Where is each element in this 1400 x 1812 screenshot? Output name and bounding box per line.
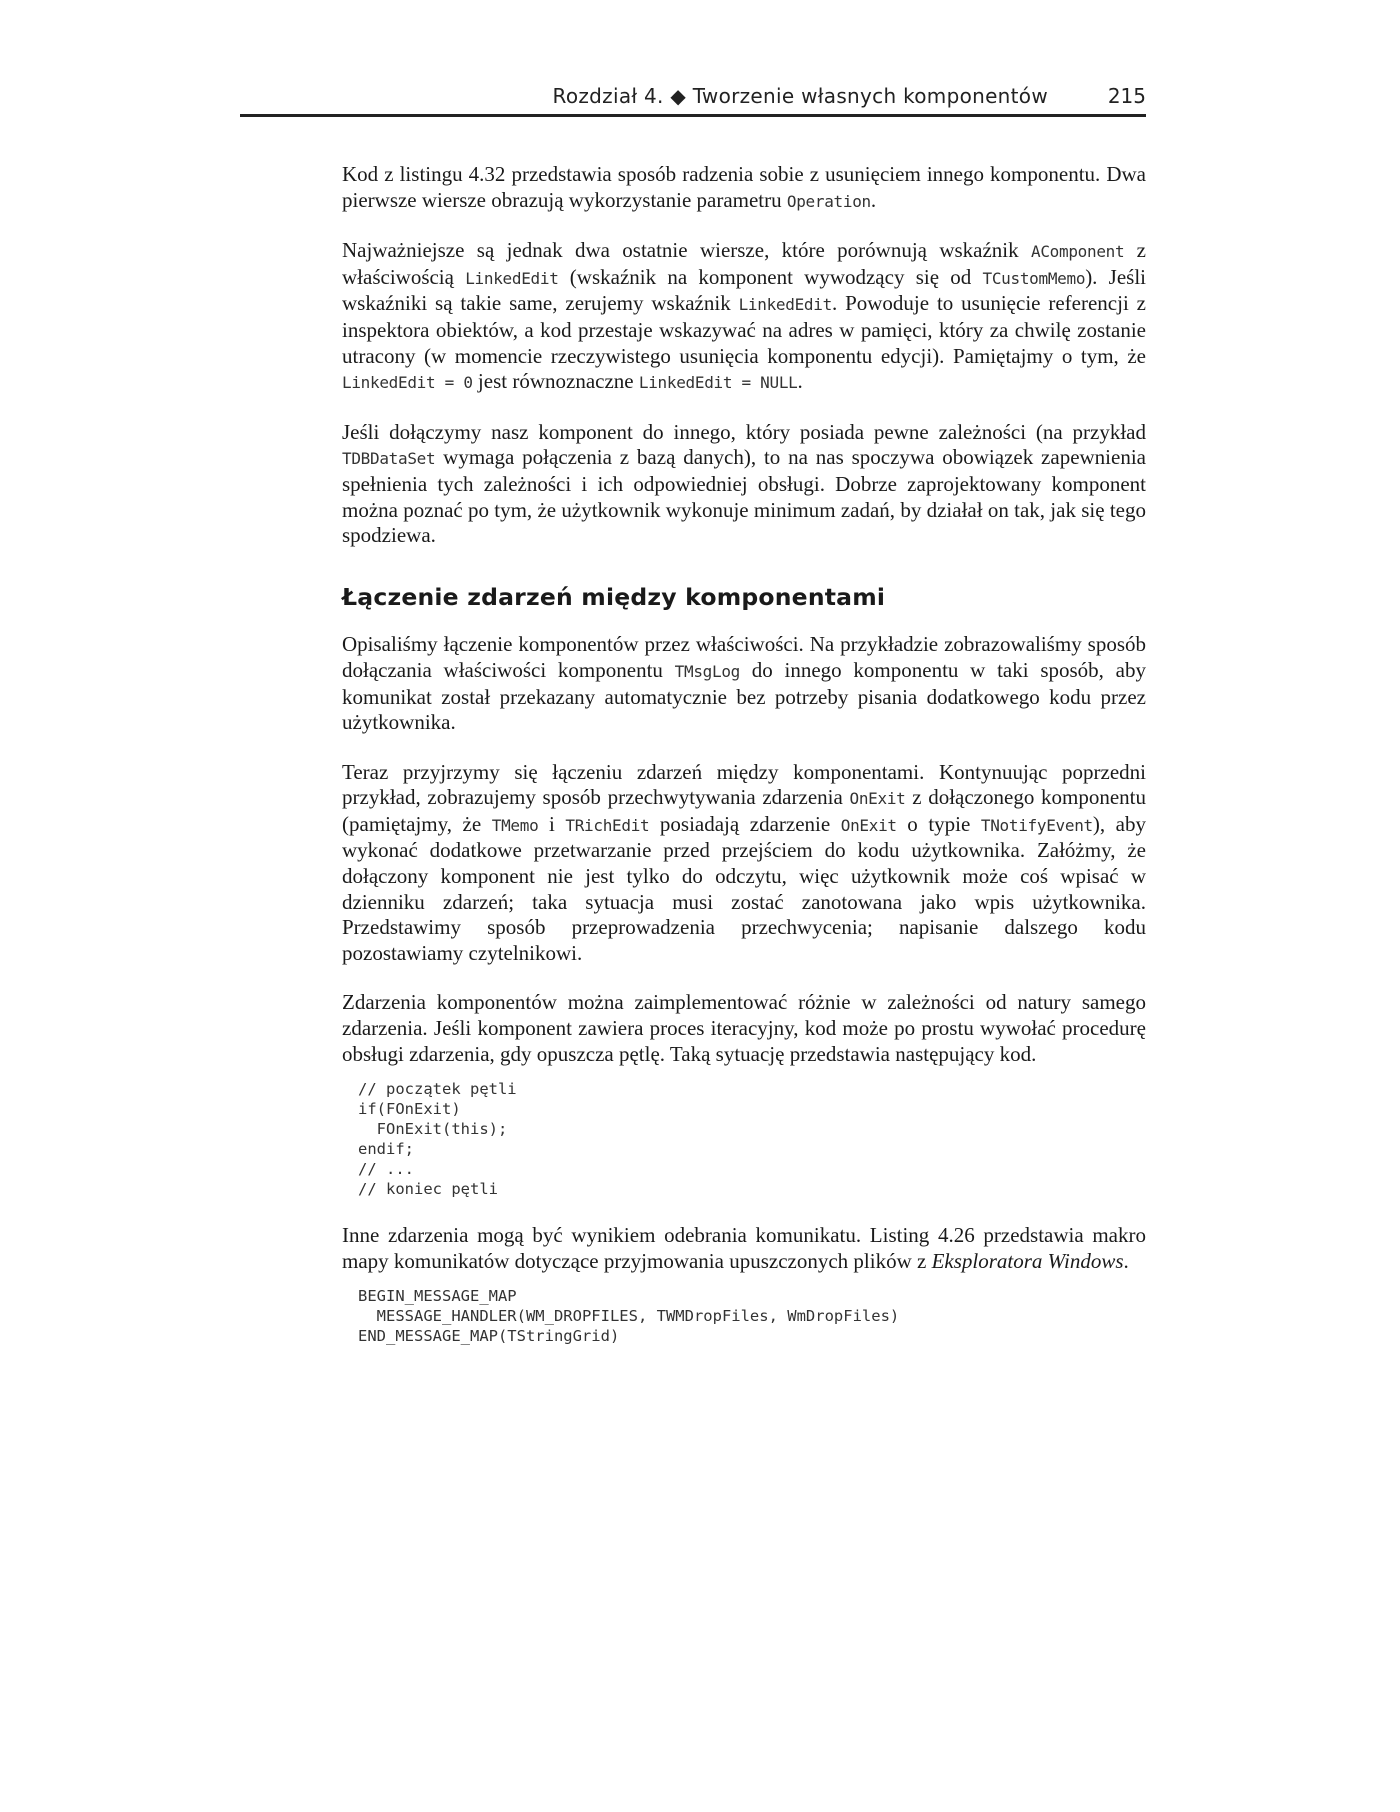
code-line: BEGIN_MESSAGE_MAP	[358, 1287, 517, 1306]
inline-code: TRichEdit	[565, 815, 650, 835]
code-listing-1	[358, 1079, 1146, 1199]
text: ), aby wykonać dodatkowe przetwarzanie przed przejściem do kodu użytkownika. Załóżmy, że dołączony komponent nie jest tylko do odczytu, więc użytkownik może coś wpisać w dzienniku zdarzeń; taka sytuacja musi zostać zanotowana jako wpis użytkownika. Przedstawimy sposób przeprowadzenia przechwycenia; napisanie dalszego kodu pozostawiamy czytelnikowi.	[342, 811, 1146, 965]
inline-code: LinkedEdit = 0	[342, 373, 473, 393]
text: o typie	[896, 811, 981, 836]
inline-code: Operation	[786, 191, 871, 211]
paragraph-2	[342, 238, 1146, 396]
inline-code: TNotifyEvent	[980, 815, 1093, 835]
paragraph-5	[342, 760, 1146, 967]
inline-code: TMsgLog	[674, 661, 741, 681]
code-line: if(FOnExit)	[358, 1100, 461, 1119]
text: posiadają zdarzenie	[649, 811, 841, 836]
paragraph-7	[342, 1223, 1146, 1274]
paragraph-4	[342, 632, 1146, 735]
text: jest równoznaczne	[472, 369, 639, 394]
page-body	[342, 162, 1146, 1370]
emphasis-text: Eksploratora Windows	[931, 1248, 1124, 1273]
text: .	[797, 369, 803, 394]
inline-code: TMemo	[491, 815, 539, 835]
inline-code: TDBDataSet	[342, 449, 436, 469]
code-line: endif;	[358, 1140, 414, 1159]
code-line: FOnExit(this);	[358, 1120, 508, 1139]
inline-code: LinkedEdit	[465, 268, 559, 288]
inline-code: OnExit	[840, 815, 897, 835]
header-rule	[240, 114, 1146, 117]
running-header	[240, 84, 1146, 116]
text: i	[538, 811, 566, 836]
text: Najważniejsze są jednak dwa ostatnie wiersze, które porównują wskaźnik	[342, 238, 1031, 263]
text: z dołączonego komponentu (pamiętajmy, że	[342, 785, 1146, 836]
inline-code: AComponent	[1030, 242, 1125, 262]
text: Jeśli dołączymy nasz komponent do innego, który posiada pewne zależności (na przykład	[342, 419, 1146, 444]
code-line: // początek pętli	[358, 1080, 517, 1099]
code-line: END_MESSAGE_MAP(TStringGrid)	[358, 1327, 620, 1346]
text: (wskaźnik na komponent wywodzący się od	[558, 264, 983, 289]
inline-code: OnExit	[849, 789, 906, 809]
text: Zdarzenia komponentów można zaimplementować różnie w zależności od natury samego zdarzenia. Jeśli komponent zawiera proces iteracyjny, kod może po prostu wywołać procedurę obsługi zdarzenia, gdy opuszcza pętlę. Taką sytuację przedstawia następujący kod.	[342, 990, 1146, 1066]
page-number: 215	[1107, 84, 1146, 108]
text: Kod z listingu 4.32 przedstawia sposób radzenia sobie z usunięciem innego komponentu. Dwa pierwsze wiersze obrazują wykorzystanie parametru	[342, 162, 1146, 212]
paragraph-6	[342, 990, 1146, 1067]
code-line: // ...	[358, 1160, 414, 1179]
section-heading: Łączenie zdarzeń między komponentami	[342, 582, 886, 611]
code-line: // koniec pętli	[358, 1180, 498, 1199]
chapter-title: Rozdział 4. ◆ Tworzenie własnych komponentów	[552, 84, 1048, 108]
text: Teraz przyjrzymy się łączeniu zdarzeń między komponentami. Kontynuując poprzedni przykład, zobrazujemy sposób przechwytywania zdarzenia	[342, 759, 1146, 810]
text: .	[1123, 1248, 1129, 1273]
code-listing-2	[358, 1286, 1146, 1346]
text: .	[870, 187, 877, 212]
text: ). Jeśli wskaźniki są takie same, zerujemy wskaźnik	[342, 264, 1147, 316]
code-line: MESSAGE_HANDLER(WM_DROPFILES, TWMDropFiles, WmDropFiles)	[358, 1307, 900, 1326]
text: Inne zdarzenia mogą być wynikiem odebrania komunikatu. Listing 4.26 przedstawia makro mapy komunikatów dotyczące przyjmowania upuszczonych plików z	[342, 1223, 1146, 1273]
text: do innego komponentu w taki sposób, aby komunikat został przekazany automatycznie bez potrzeby pisania dodatkowego kodu przez użytkownika.	[342, 657, 1147, 735]
inline-code: LinkedEdit = NULL	[638, 373, 798, 393]
text: wymaga połączenia z bazą danych), to na nas spoczywa obowiązek zapewnienia spełnienia tych zależności i ich odpowiedniej obsługi. Dobrze zaprojektowany komponent można poznać po tym, że użytkownik wykonuje minimum zadań, by działał on tak, jak się tego spodziewa.	[342, 445, 1146, 548]
inline-code: TCustomMemo	[982, 268, 1086, 288]
text: . Powoduje to usunięcie referencji z inspektora obiektów, a kod przestaje wskazywać na adres w pamięci, który za chwilę zostanie utracony (w momencie rzeczywistego usunięcia komponentu edycji). Pamiętajmy o tym, że	[342, 291, 1146, 368]
text: z właściwością	[342, 238, 1146, 289]
inline-code: LinkedEdit	[738, 295, 832, 315]
text: Opisaliśmy łączenie komponentów przez właściwości. Na przykładzie zobrazowaliśmy sposób dołączania właściwości komponentu	[342, 632, 1146, 682]
paragraph-1	[342, 162, 1146, 214]
paragraph-3	[342, 420, 1146, 549]
